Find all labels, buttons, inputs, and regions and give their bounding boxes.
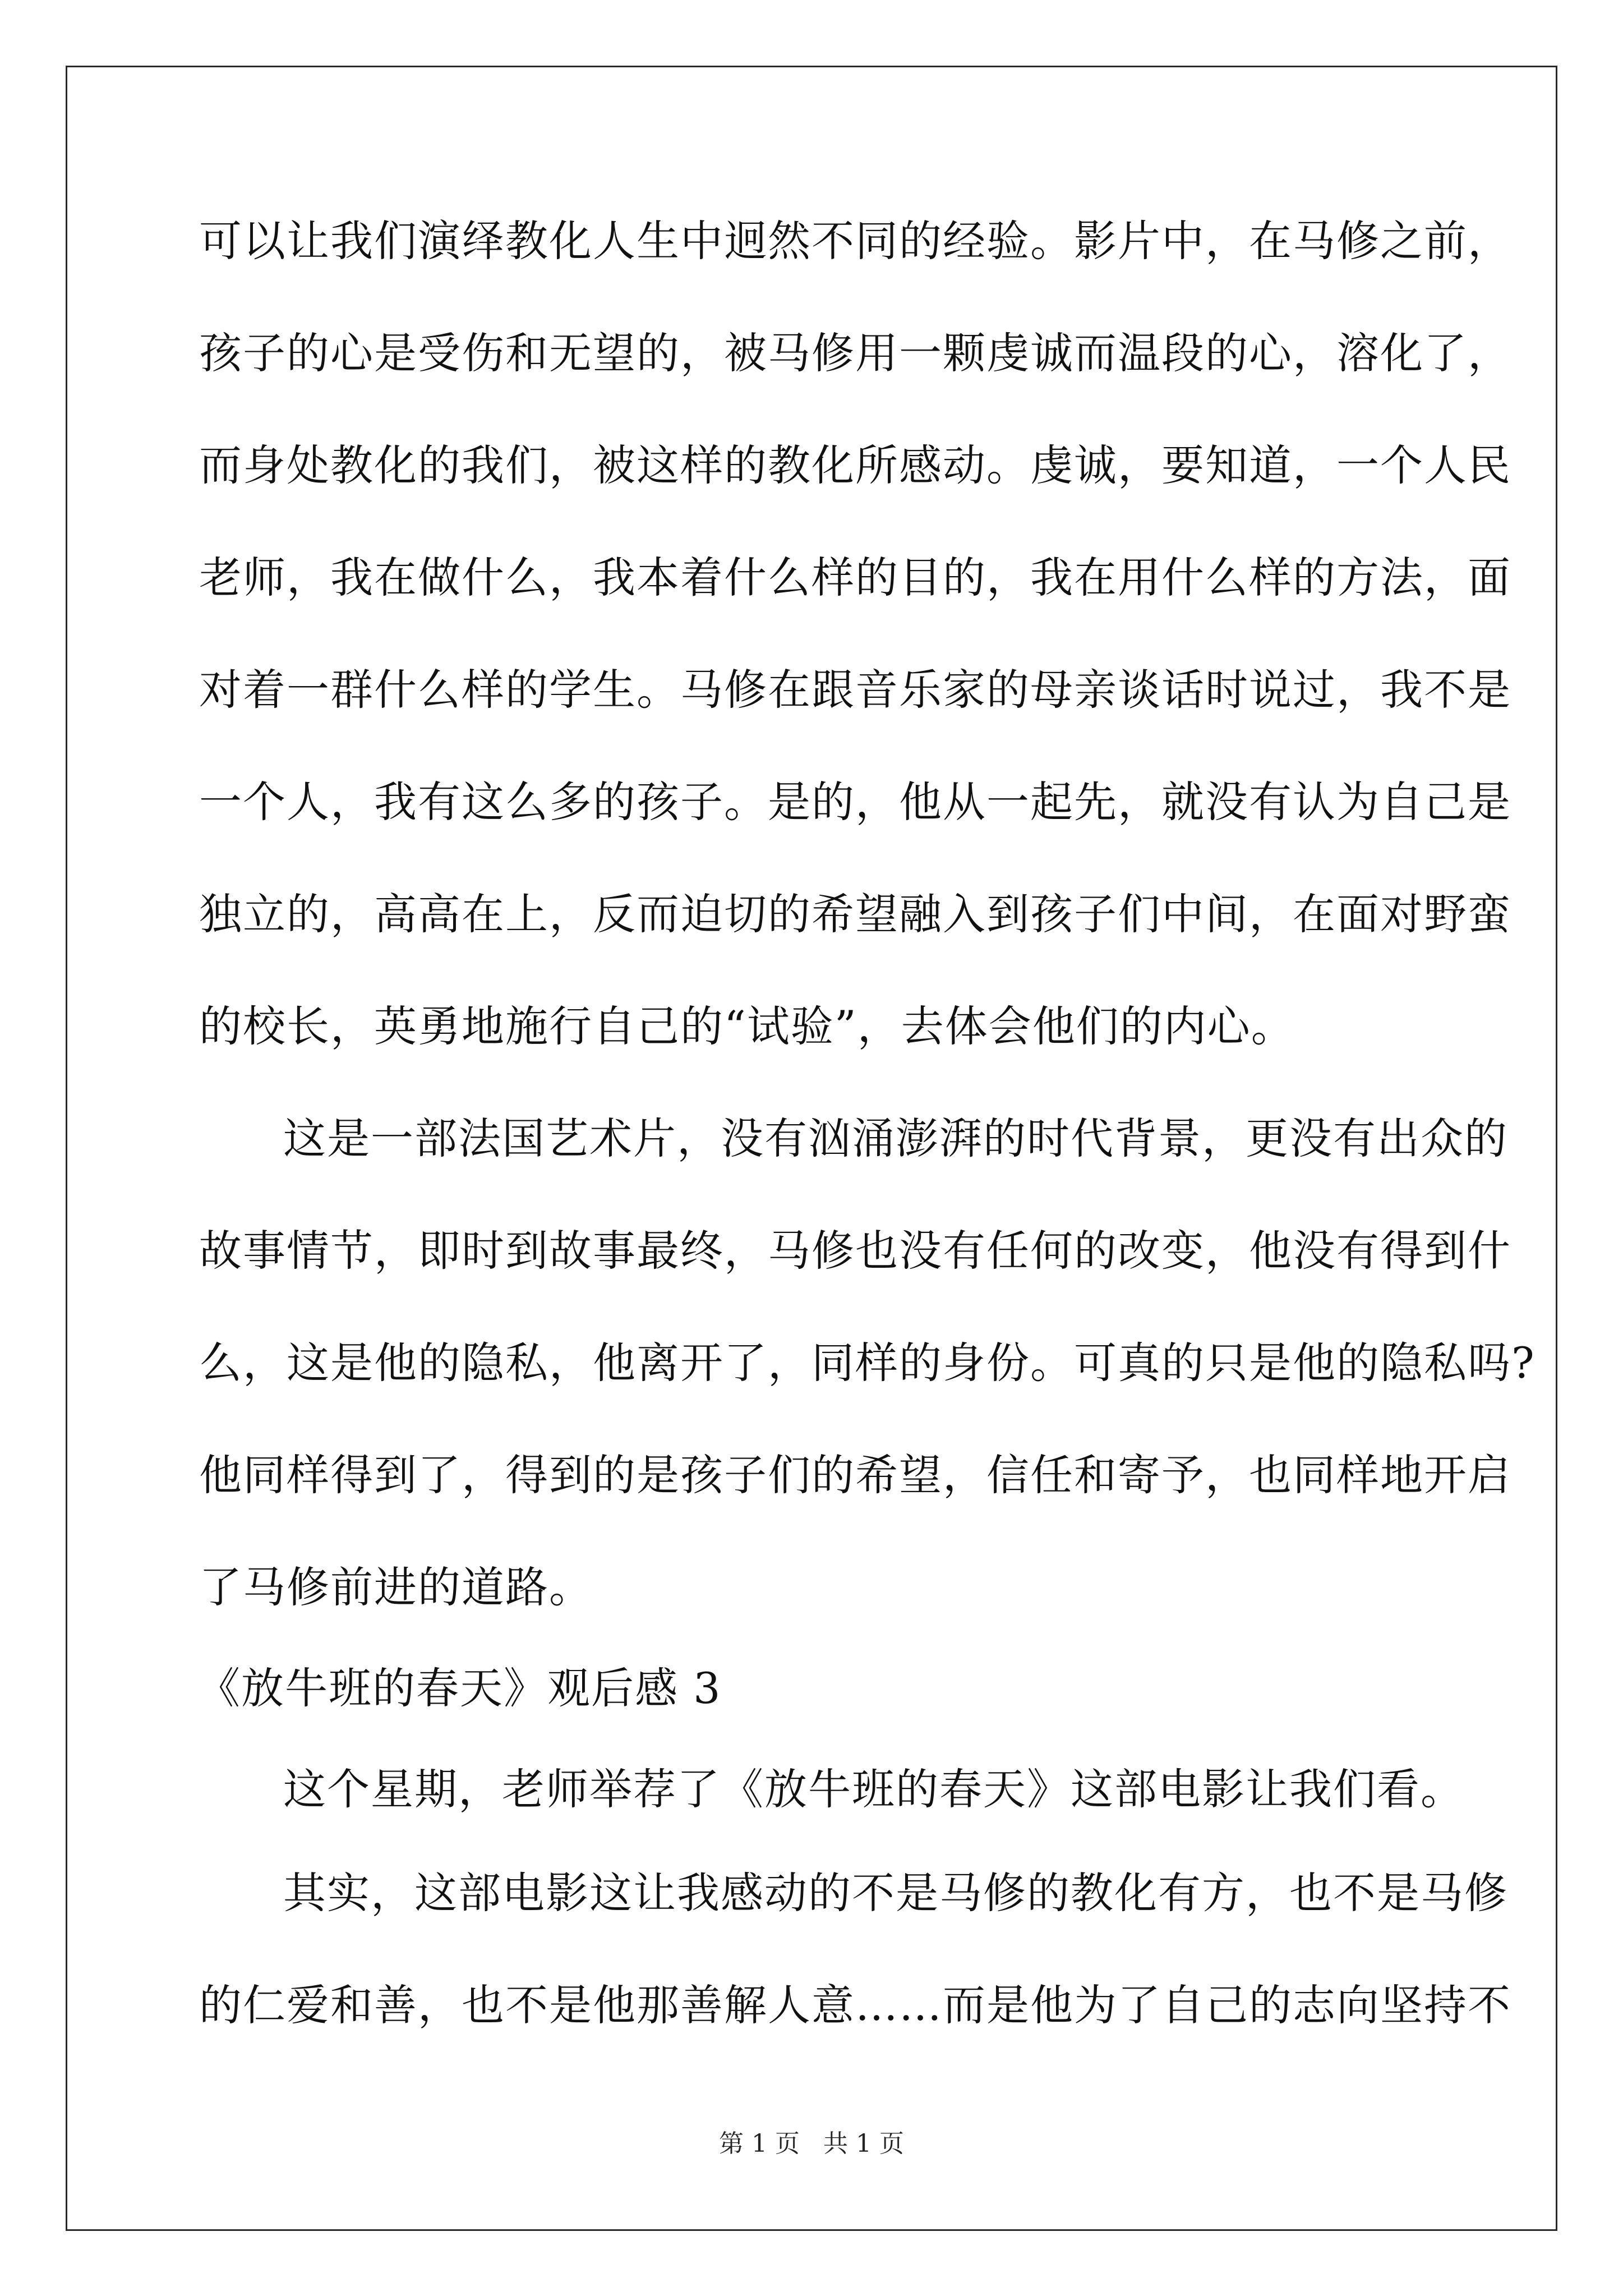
paragraph-line: 这是一部法国艺术片，没有汹涌澎湃的时代背景，更没有出众的 (283, 1114, 1508, 1163)
paragraph-line: 独立的，高高在上，反而迫切的希望融入到孩子们中间，在面对野蛮 (199, 889, 1511, 939)
paragraph-line: 了马修前进的道路。 (199, 1562, 593, 1612)
paragraph-line: 这个星期，老师举荐了《放牛班的春天》这部电影让我们看。 (283, 1764, 1464, 1814)
paragraph-line: 可以让我们演绎教化人生中迥然不同的经验。影片中，在马修之前， (199, 216, 1511, 266)
paragraph-line: 的校长，英勇地施行自己的“试验”，去体会他们的内心。 (199, 1001, 1295, 1051)
paragraph-line: 的仁爱和善，也不是他那善解人意……而是他为了自己的志向坚持不 (199, 1980, 1511, 2030)
paragraph-line: 么，这是他的隐私，他离开了，同样的身份。可真的只是他的隐私吗? (199, 1338, 1536, 1388)
paragraph-line: 其实，这部电影这让我感动的不是马修的教化有方，也不是马修 (283, 1868, 1508, 1918)
paragraph-line: 孩子的心是受伤和无望的，被马修用一颗虔诚而温段的心，溶化了， (199, 328, 1511, 378)
paragraph-line: 对着一群什么样的学生。马修在跟音乐家的母亲谈话时说过，我不是 (199, 665, 1511, 715)
paragraph-line: 一个人，我有这么多的孩子。是的，他从一起先，就没有认为自己是 (199, 777, 1511, 827)
paragraph-line: 而身处教化的我们，被这样的教化所感动。虔诚，要知道，一个人民 (199, 440, 1511, 490)
page-footer: 第 1 页 共 1 页 (719, 2129, 904, 2158)
section-heading: 《放牛班的春天》观后感 3 (197, 1663, 722, 1713)
paragraph-line: 故事情节，即时到故事最终，马修也没有任何的改变，他没有得到什 (199, 1226, 1511, 1276)
paragraph-line: 老师，我在做什么，我本着什么样的目的，我在用什么样的方法，面 (199, 553, 1511, 602)
paragraph-line: 他同样得到了，得到的是孩子们的希望，信任和寄予，也同样地开启 (199, 1450, 1511, 1500)
